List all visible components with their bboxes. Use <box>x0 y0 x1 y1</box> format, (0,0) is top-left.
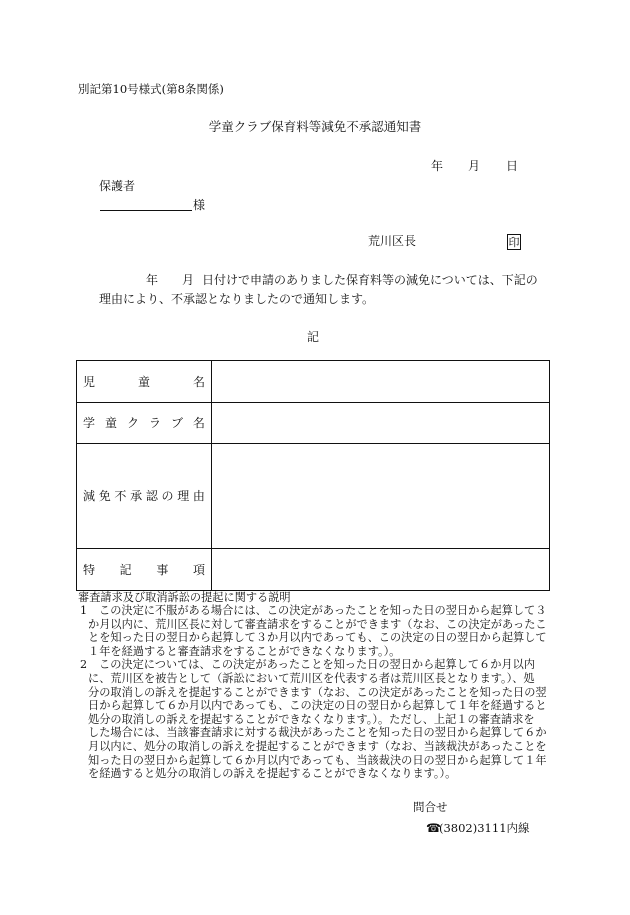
appeal-item-2-line: 知った日の翌日から起算して６か月以内であっても、当該裁決の日の翌日から起算して１年 <box>88 753 547 767</box>
table-row-child-name <box>77 361 549 402</box>
recipient-name-underline <box>100 210 192 211</box>
appeal-item-2-line: 日から起算して６か月以内であっても、この決定の日の翌日から起算して１年を経過すると <box>88 699 547 713</box>
appeal-item-number: 1 <box>80 604 88 617</box>
label-char: の <box>161 489 174 503</box>
form-number: 別記第10号様式(第8条関係) <box>78 82 224 96</box>
child-name-label <box>83 376 205 388</box>
label-char: 承 <box>130 489 143 503</box>
issue-date-day: 日 <box>506 159 519 173</box>
appeal-item-1-line: １年を経過すると審査請求をすることができなくなります。）。 <box>88 644 401 658</box>
table-row-rejection-reason <box>77 443 549 548</box>
notes-heading: 記 <box>307 330 320 344</box>
label-char: 認 <box>145 489 158 503</box>
seal-mark: 印 <box>508 235 520 249</box>
club-name-label <box>83 417 205 429</box>
appeal-info-heading: 審査請求及び取消訴訟の提起に関する説明 <box>78 591 291 604</box>
appeal-item-2-line <box>0 658 630 672</box>
sender-title: 荒川区長 <box>368 234 417 248</box>
label-char: 童 <box>137 374 150 389</box>
remarks-value <box>212 549 549 590</box>
contact-phone <box>426 822 530 835</box>
table-label-cell <box>77 549 212 590</box>
application-date-year: 年 <box>146 273 159 287</box>
appeal-item-text: この決定については、この決定があったことを知った日の翌日から起算して６か月以内 <box>99 658 535 672</box>
appeal-item-2-line: した場合には、当該審査請求に対する裁決があったことを知った日の翌日から起算して６か <box>88 726 547 740</box>
appeal-item-2-line: を経過すると処分の取消しの訴えを提起することができなくなります。）。 <box>88 767 457 781</box>
issue-date-year: 年 <box>431 159 444 173</box>
rejection-reason-value <box>212 444 549 548</box>
label-char: ク <box>126 416 139 430</box>
label-char: 記 <box>119 562 132 577</box>
body-text-line-1: 日付けで申請のありました保育料等の減免については、下記の <box>202 273 538 287</box>
appeal-info-text <box>0 604 630 781</box>
appeal-item-2-line: 月以内に、処分の取消しの訴えを提起することができます（なお、当該裁決があったことを <box>88 739 547 753</box>
application-date-month: 月 <box>182 273 195 287</box>
table-row-club-name <box>77 402 549 443</box>
details-table <box>76 360 550 591</box>
label-char: 項 <box>192 562 205 577</box>
label-char: 名 <box>192 374 205 389</box>
recipient-label: 保護者 <box>99 179 136 193</box>
appeal-item-1-line: か月以内に、荒川区長に対して審査請求をすることができます（なお、この決定があったこ <box>88 617 547 631</box>
label-char: 理 <box>177 489 190 503</box>
label-char: 由 <box>192 489 205 503</box>
label-char: 童 <box>104 416 117 430</box>
seal-box <box>507 234 521 250</box>
table-label-cell <box>77 444 212 548</box>
remarks-label <box>83 564 205 576</box>
appeal-item-1-line: とを知った日の翌日から起算して３か月以内であっても、この決定の日の翌日から起算して <box>88 631 547 645</box>
appeal-item-1-line <box>0 604 630 618</box>
phone-icon: ☎ <box>426 821 441 835</box>
label-char: 減 <box>83 489 96 503</box>
child-name-value <box>212 361 549 402</box>
phone-number: (3802)3111内線 <box>439 821 530 835</box>
table-label-cell <box>77 361 212 402</box>
club-name-value <box>212 403 549 443</box>
label-char: ラ <box>148 416 161 430</box>
label-char: ブ <box>170 416 183 430</box>
document-title: 学童クラブ保育料等減免不承認通知書 <box>208 119 422 134</box>
label-char: 特 <box>83 562 96 577</box>
recipient-honorific: 様 <box>193 198 206 212</box>
table-label-cell <box>77 403 212 443</box>
contact-label: 問合せ <box>413 800 448 814</box>
appeal-item-2-line: 分の取消しの訴えを提起することができます（なお、この決定があったことを知った日の翌 <box>88 685 547 699</box>
rejection-reason-label <box>83 490 205 502</box>
label-char: 名 <box>192 416 205 430</box>
issue-date-month: 月 <box>468 159 481 173</box>
label-char: 児 <box>83 374 96 389</box>
appeal-item-text: この決定に不服がある場合には、この決定があったことを知った日の翌日から起算して３ <box>99 604 547 617</box>
label-char: 事 <box>156 562 169 577</box>
body-text-line-2: 理由により、不承認となりましたので通知します。 <box>99 292 375 306</box>
appeal-item-2-line: に、荒川区を被告として（訴訟において荒川区を代表する者は荒川区長となります。）、処 <box>88 671 535 685</box>
label-char: 免 <box>98 489 111 503</box>
appeal-item-2-line: 処分の取消しの訴えを提起することができなくなります。）。ただし、上記１の審査請求を <box>88 712 535 726</box>
table-row-remarks <box>77 548 549 590</box>
label-char: 学 <box>83 416 96 430</box>
label-char: 不 <box>114 489 127 503</box>
appeal-item-number: 2 <box>80 658 88 672</box>
